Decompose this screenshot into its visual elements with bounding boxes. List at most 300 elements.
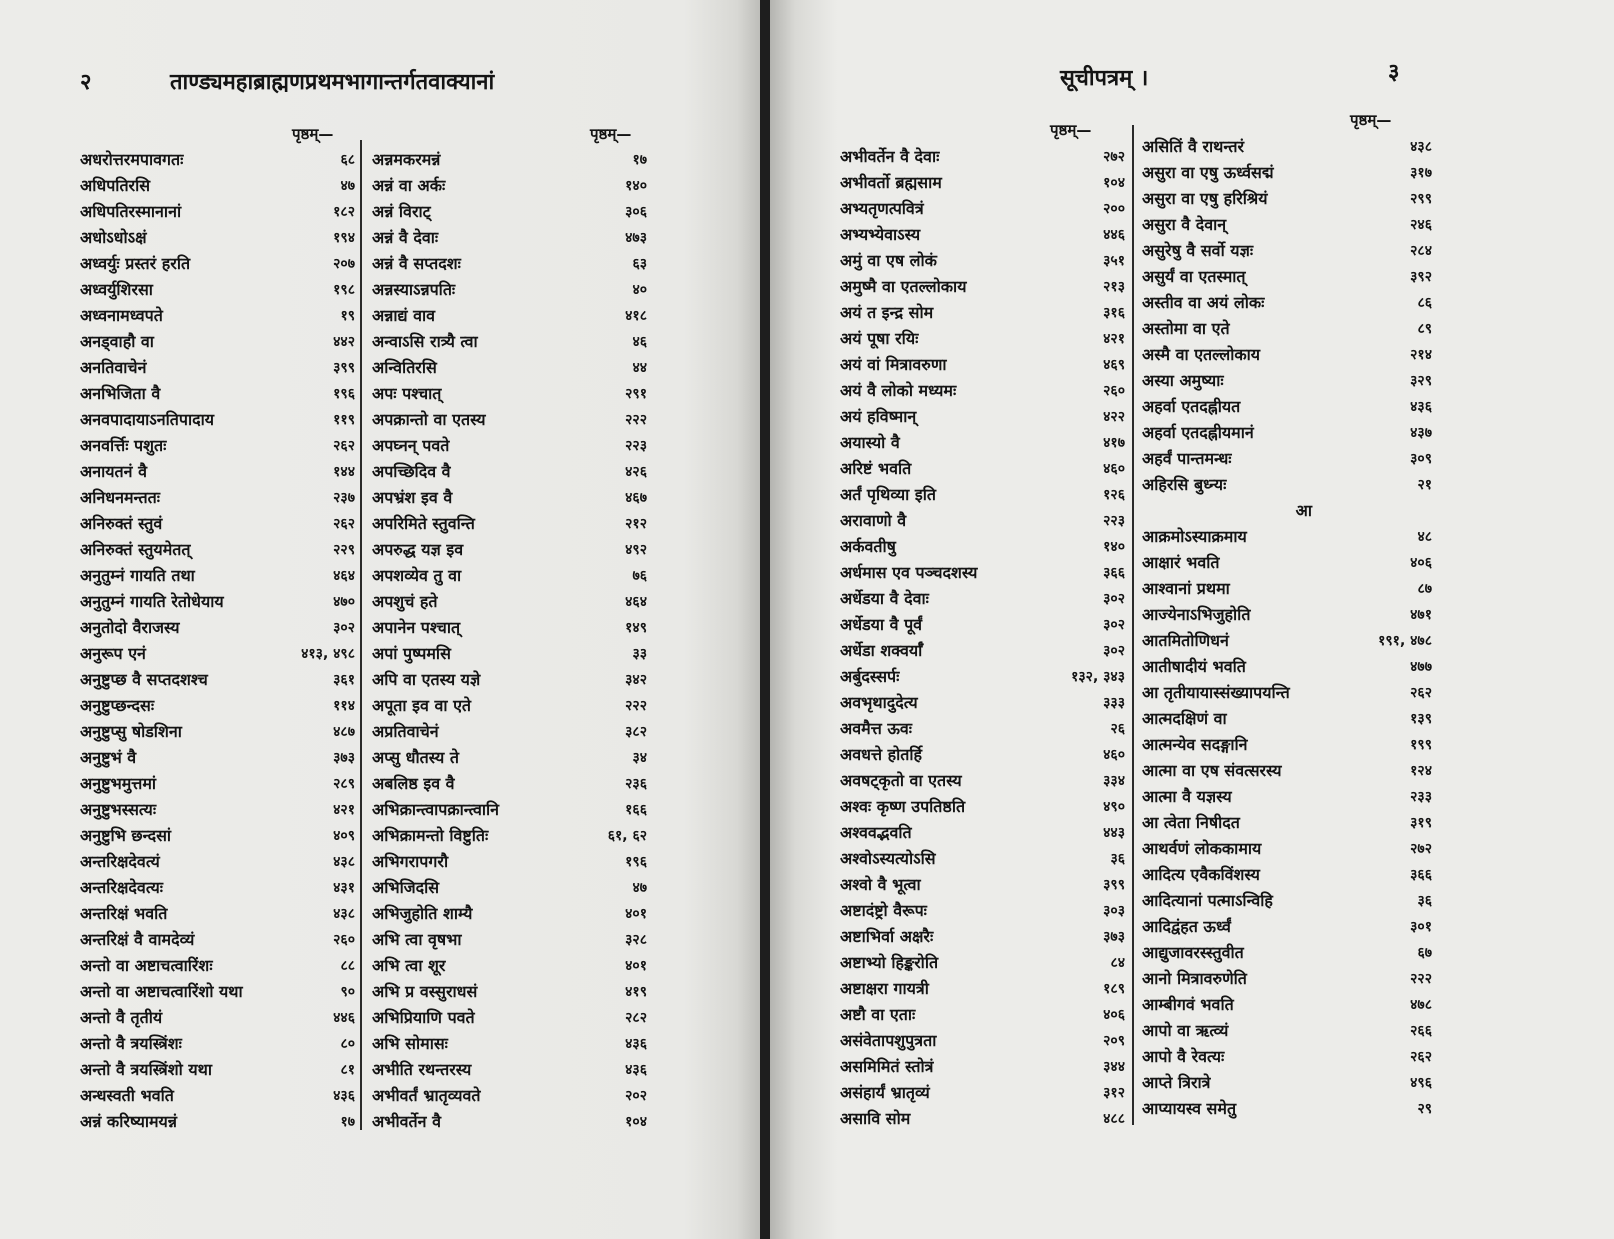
entry-page-ref: २०२	[625, 1088, 647, 1104]
index-entry	[1142, 732, 1432, 758]
entry-text: अस्तोमा वा एते	[1142, 319, 1230, 338]
entry-text: अप्सु धौतस्य ते	[372, 748, 459, 767]
entry-page-ref: २६	[1110, 721, 1125, 737]
index-entry	[1142, 966, 1432, 992]
entry-text: अष्टाभ्यो हिङ्करोति	[840, 953, 939, 972]
entry-page-ref: ३६	[1110, 851, 1125, 867]
index-entry	[372, 381, 647, 407]
entry-text: आथर्वणं लोककामाय	[1142, 839, 1262, 858]
entry-page-ref: २६२	[1410, 1049, 1432, 1065]
entry-text: आ त्वेता निषीदत	[1142, 813, 1240, 832]
index-entry	[80, 199, 355, 225]
index-entry	[840, 222, 1125, 248]
index-entry	[1142, 238, 1432, 264]
entry-text: अभि त्वा शूर	[372, 956, 446, 975]
index-entry	[840, 508, 1125, 534]
index-entry	[372, 901, 647, 927]
entry-text: आज्येनाऽभिजुहोति	[1142, 605, 1251, 624]
entry-page-ref: ३६६	[1103, 565, 1125, 581]
entry-page-ref: १०४	[625, 1114, 647, 1130]
entry-text: अप्रतिवाचेनं	[372, 722, 439, 741]
entry-text: अष्टाक्षरा गायत्री	[840, 979, 929, 998]
index-entry	[80, 589, 355, 615]
entry-page-ref: ८१	[340, 1062, 355, 1078]
entry-page-ref: ३७३	[333, 750, 355, 766]
entry-text: असितिं वै राथन्तरं	[1142, 137, 1244, 156]
index-entry	[840, 534, 1125, 560]
index-entry	[372, 1005, 647, 1031]
entry-page-ref: २९९	[1410, 191, 1432, 207]
entry-text: अवषट्कृतो वा एतस्य	[840, 771, 962, 790]
index-entry	[80, 719, 355, 745]
entry-page-ref: ३०६	[625, 204, 647, 220]
entry-text: अश्वो वै भूत्वा	[840, 875, 921, 894]
index-entry	[1142, 836, 1432, 862]
index-entry	[372, 849, 647, 875]
entry-text: अन्नस्याऽन्नपतिः	[372, 280, 456, 299]
entry-text: असुरा वै देवान्	[1142, 215, 1227, 234]
entry-page-ref: ४१३, ४९८	[301, 646, 355, 662]
entry-text: असावि सोम	[840, 1109, 911, 1128]
entry-text: अष्टादंष्ट्रो वैरूपः	[840, 901, 927, 920]
index-entry	[372, 927, 647, 953]
index-entry	[372, 199, 647, 225]
entry-page-ref: ४४३	[1103, 825, 1125, 841]
entry-text: आक्षारं भवति	[1142, 553, 1220, 572]
index-entry	[80, 1031, 355, 1057]
index-entry	[1142, 992, 1432, 1018]
entry-page-ref: ४३६	[625, 1036, 647, 1052]
index-entry	[372, 953, 647, 979]
entry-text: अन्तो वै तृतीयं	[80, 1008, 163, 1027]
index-entry	[372, 1057, 647, 1083]
index-entry	[372, 251, 647, 277]
index-entry	[80, 173, 355, 199]
section-letter	[1142, 498, 1432, 524]
entry-page-ref: ३०२	[1103, 617, 1125, 633]
entry-page-ref: ४१९	[625, 984, 647, 1000]
index-entry	[372, 875, 647, 901]
index-entry	[80, 901, 355, 927]
entry-text: अभीवर्तं भ्रातृव्यवते	[372, 1086, 481, 1105]
entry-page-ref: ४६४	[625, 594, 647, 610]
entry-page-ref: २२२	[625, 698, 647, 714]
index-entry	[372, 485, 647, 511]
index-entry	[1142, 394, 1432, 420]
index-entry	[80, 979, 355, 1005]
entry-page-ref: ४४	[632, 360, 647, 376]
entry-text: अर्तं पृथिव्या इति	[840, 485, 936, 504]
index-entry	[1142, 1070, 1432, 1096]
index-entry	[372, 459, 647, 485]
index-entry	[372, 537, 647, 563]
index-entry	[1142, 160, 1432, 186]
index-entry	[1142, 212, 1432, 238]
entry-page-ref: ३०२	[1103, 643, 1125, 659]
index-entry	[80, 953, 355, 979]
entry-page-ref: ३१७	[1410, 165, 1432, 181]
entry-text: अनुतुम्नं गायति तथा	[80, 566, 195, 585]
entry-text: अनुरूप एनं	[80, 644, 146, 663]
entry-page-ref: ४३६	[1410, 399, 1432, 415]
entry-text: अनुष्टुप्सु षोडशिना	[80, 722, 182, 741]
entry-text: अश्वः कृष्ण उपतिष्ठति	[840, 797, 966, 816]
entry-page-ref: ४७	[340, 178, 355, 194]
entry-page-ref: ४३८	[1410, 139, 1432, 155]
entry-text: आतमितोणिधनं	[1142, 631, 1229, 650]
entry-text: अयं वै लोको मध्यमः	[840, 381, 957, 400]
index-entry	[80, 615, 355, 641]
index-entry	[840, 1054, 1125, 1080]
entry-page-ref: ४७१	[1410, 607, 1432, 623]
book-spine	[760, 0, 770, 1239]
entry-text: अपि वा एतस्य यज्ञे	[372, 670, 481, 689]
index-entry	[372, 147, 647, 173]
entry-page-ref: १९८	[333, 282, 355, 298]
entry-text: अन्नं वा अर्कः	[372, 176, 446, 195]
entry-page-ref: २१२	[625, 516, 647, 532]
page-column-heading: पृष्ठम्—	[292, 125, 334, 143]
entry-page-ref: ४९०	[1103, 799, 1125, 815]
entry-text: असंहार्यं भ्रातृव्यं	[840, 1083, 930, 1102]
entry-text: अमुष्मै वा एतल्लोकाय	[840, 277, 967, 296]
entry-text: अनुतुम्नं गायति रेतोधेयाय	[80, 592, 224, 611]
entry-page-ref: ४९२	[625, 542, 647, 558]
entry-page-ref: ४४६	[1103, 227, 1125, 243]
entry-text: अभ्यभ्येवाऽस्य	[840, 225, 921, 244]
entry-text: अहर्वा एतदह्नीयमानं	[1142, 423, 1254, 442]
index-entry	[1142, 862, 1432, 888]
entry-page-ref: २४६	[1410, 217, 1432, 233]
entry-text: आद्युजावरस्स्तुवीत	[1142, 943, 1244, 962]
index-entry	[840, 846, 1125, 872]
entry-page-ref: २३६	[625, 776, 647, 792]
index-entry	[372, 433, 647, 459]
entry-text: अभि प्र वस्सुराधसं	[372, 982, 478, 1001]
entry-text: अनिधनमन्ततः	[80, 488, 160, 507]
index-entry	[840, 1106, 1125, 1132]
entry-text: अभि त्वा वृषभा	[372, 930, 462, 949]
entry-text: आम्बीगवं भवति	[1142, 995, 1234, 1014]
entry-text: अनवपादायाऽनतिपादाय	[80, 410, 215, 429]
entry-page-ref: ४१७	[1103, 435, 1125, 451]
entry-text: आत्मा वै यज्ञस्य	[1142, 787, 1232, 806]
entry-text: असुर्यं वा एतस्मात्	[1142, 267, 1246, 286]
index-entry	[372, 1031, 647, 1057]
page-column-heading: पृष्ठम्—	[1350, 111, 1392, 129]
entry-page-ref: ३५१	[1103, 253, 1125, 269]
entry-page-ref: ७६	[632, 568, 647, 584]
entry-page-ref: ४०१	[625, 958, 647, 974]
entry-page-ref: ८४	[1110, 955, 1125, 971]
entry-page-ref: ३१२	[1103, 1085, 1125, 1101]
entry-page-ref: ३०९	[1410, 451, 1432, 467]
entry-text: अध्वर्युः प्रस्तरं हरति	[80, 254, 191, 273]
index-entry	[80, 381, 355, 407]
entry-page-ref: १४४	[333, 464, 355, 480]
entry-text: आत्मा वा एष संवत्सरस्य	[1142, 761, 1282, 780]
entry-page-ref: २६२	[1410, 685, 1432, 701]
index-entry	[840, 326, 1125, 352]
entry-page-ref: ४२२	[1103, 409, 1125, 425]
entry-page-ref: २६२	[333, 438, 355, 454]
entry-text: अनुष्टुभमुत्तमां	[80, 774, 157, 793]
entry-text: अस्या अमुष्याः	[1142, 371, 1224, 390]
index-entry	[840, 664, 1125, 690]
entry-page-ref: १४०	[625, 178, 647, 194]
entry-page-ref: ४२१	[333, 802, 355, 818]
index-entry	[1142, 472, 1432, 498]
entry-page-ref: ४०	[632, 282, 647, 298]
entry-text: आनो मित्रावरुणेति	[1142, 969, 1247, 988]
index-entry	[372, 563, 647, 589]
entry-text: अन्तो वै त्रयस्त्रिंशः	[80, 1034, 182, 1053]
entry-page-ref: २६२	[333, 516, 355, 532]
entry-text: अन्तो वा अष्टाचत्वारिंशः	[80, 956, 213, 975]
entry-page-ref: ८७	[1417, 581, 1432, 597]
index-entry	[372, 173, 647, 199]
entry-text: अयास्यो वै	[840, 433, 900, 452]
entry-page-ref: ६७	[1417, 945, 1432, 961]
entry-page-ref: २२३	[625, 438, 647, 454]
index-entry	[840, 404, 1125, 430]
entry-text: आक्रमोऽस्याक्रमाय	[1142, 527, 1247, 546]
index-entry	[372, 979, 647, 1005]
entry-text: अनुतोदो वैराजस्य	[80, 618, 180, 637]
entry-text: अपशुचं हते	[372, 592, 438, 611]
entry-text: अवभृथादुदेत्य	[840, 693, 918, 712]
entry-text: आप्ते त्रिरात्रे	[1142, 1073, 1211, 1092]
entry-text: अन्धस्वती भवति	[80, 1086, 174, 1105]
entry-page-ref: २३७	[333, 490, 355, 506]
index-entry	[1142, 550, 1432, 576]
entry-text: अन्नाद्यं वाव	[372, 306, 436, 325]
entry-page-ref: ६३	[632, 256, 647, 272]
entry-text: अभिप्रियाणि पवते	[372, 1008, 475, 1027]
index-entry	[1142, 680, 1432, 706]
entry-page-ref: ३७३	[1103, 929, 1125, 945]
page-column-heading: पृष्ठम्—	[1050, 121, 1092, 139]
index-entry	[1142, 524, 1432, 550]
entry-text: अर्धेडया वै देवाः	[840, 589, 929, 608]
index-entry	[80, 355, 355, 381]
entry-page-ref: २१४	[1410, 347, 1432, 363]
entry-page-ref: २९	[1417, 1101, 1432, 1117]
index-entry	[1142, 706, 1432, 732]
entry-text: अभिक्रामन्तो विष्टुतिः	[372, 826, 489, 845]
entry-page-ref: १९६	[333, 386, 355, 402]
entry-page-ref: २७२	[1410, 841, 1432, 857]
index-entry	[372, 693, 647, 719]
index-entry	[840, 638, 1125, 664]
index-entry	[372, 511, 647, 537]
entry-page-ref: ४२६	[625, 464, 647, 480]
index-entry	[372, 823, 647, 849]
entry-text: अबलिष्ठ इव वै	[372, 774, 455, 793]
entry-page-ref: ३९९	[333, 360, 355, 376]
entry-text: अभीवर्तेन वै	[372, 1112, 441, 1131]
entry-text: अपानेन पश्चात्	[372, 618, 461, 637]
index-entry	[80, 147, 355, 173]
index-entry	[840, 898, 1125, 924]
entry-page-ref: ३४	[632, 750, 647, 766]
index-entry	[372, 329, 647, 355]
index-entry	[80, 1005, 355, 1031]
entry-text: आतीषादीयं भवति	[1142, 657, 1246, 676]
entry-page-ref: १२४	[1410, 763, 1432, 779]
entry-page-ref: ४०९	[333, 828, 355, 844]
index-entry	[1142, 654, 1432, 680]
index-entry	[372, 615, 647, 641]
entry-page-ref: ३६१	[333, 672, 355, 688]
index-entry	[840, 1028, 1125, 1054]
entry-page-ref: १२६	[1103, 487, 1125, 503]
entry-page-ref: १९४	[333, 230, 355, 246]
entry-text: अपशव्येव तु वा	[372, 566, 462, 585]
entry-text: अमुं वा एष लोकं	[840, 251, 937, 270]
entry-text: आश्वानां प्रथमा	[1142, 579, 1230, 598]
index-entry	[372, 303, 647, 329]
index-entry	[840, 924, 1125, 950]
index-entry	[1142, 602, 1432, 628]
index-entry	[80, 537, 355, 563]
entry-text: असमिमितं स्तोत्रं	[840, 1057, 934, 1076]
index-entry	[1142, 290, 1432, 316]
index-entry	[80, 875, 355, 901]
entry-text: अनुष्टुभस्सत्यः	[80, 800, 157, 819]
index-entry	[80, 1083, 355, 1109]
entry-text: आपो वै रेवत्यः	[1142, 1047, 1225, 1066]
entry-page-ref: १९६	[625, 854, 647, 870]
entry-page-ref: १४०	[1103, 539, 1125, 555]
entry-text: अभिजिदसि	[372, 878, 440, 897]
index-entry	[1142, 368, 1432, 394]
index-entry	[80, 771, 355, 797]
index-entry	[840, 794, 1125, 820]
entry-page-ref: १०४	[1103, 175, 1125, 191]
entry-text: अन्नं विराट्	[372, 202, 431, 221]
index-entry	[372, 225, 647, 251]
entry-page-ref: ८६	[1417, 295, 1432, 311]
entry-page-ref: ३१९	[1410, 815, 1432, 831]
entry-page-ref: ४८७	[333, 724, 355, 740]
entry-text: अस्मै वा एतल्लोकाय	[1142, 345, 1261, 364]
entry-text: अधोऽधोऽक्षं	[80, 228, 147, 247]
index-entry	[840, 274, 1125, 300]
entry-page-ref: ४३६	[625, 1062, 647, 1078]
index-entry	[80, 329, 355, 355]
index-entry	[1142, 316, 1432, 342]
entry-page-ref: ११९	[333, 412, 355, 428]
entry-text: अन्नमकरमन्नं	[372, 150, 441, 169]
entry-page-ref: ३०२	[333, 620, 355, 636]
index-entry	[840, 716, 1125, 742]
entry-page-ref: ४१८	[625, 308, 647, 324]
entry-text: आत्मदक्षिणं वा	[1142, 709, 1227, 728]
index-entry	[840, 612, 1125, 638]
index-entry	[1142, 810, 1432, 836]
entry-text: अनिरुक्तं स्तुयमेतत्	[80, 540, 191, 559]
entry-page-ref: ३९९	[1103, 877, 1125, 893]
entry-page-ref: १३९	[1410, 711, 1432, 727]
entry-text: अनुष्टुभं वै	[80, 748, 137, 767]
index-entry	[80, 667, 355, 693]
index-entry	[840, 872, 1125, 898]
entry-page-ref: २६६	[1410, 1023, 1432, 1039]
entry-page-ref: ४८८	[1103, 1111, 1125, 1127]
entry-text: अन्तो वै त्रयस्त्रिंशो यथा	[80, 1060, 213, 1079]
index-entry	[1142, 134, 1432, 160]
entry-page-ref: ११४	[333, 698, 355, 714]
right-page	[770, 0, 1614, 1239]
entry-page-ref: १९९	[1410, 737, 1432, 753]
entry-page-ref: ४०६	[1410, 555, 1432, 571]
index-entry	[1142, 420, 1432, 446]
entry-page-ref: २२३	[1103, 513, 1125, 529]
entry-text: अरिष्टं भवति	[840, 459, 912, 478]
entry-page-ref: १७	[340, 1114, 355, 1130]
index-entry	[840, 976, 1125, 1002]
entry-text: अपघ्नन् पवते	[372, 436, 450, 455]
entry-page-ref: ४३१	[333, 880, 355, 896]
page-column-heading: पृष्ठम्—	[590, 125, 632, 143]
entry-text: अर्धमास एव पञ्चदशस्य	[840, 563, 978, 582]
entry-text: अनभिजिता वै	[80, 384, 161, 403]
index-entry	[840, 196, 1125, 222]
index-entry	[372, 719, 647, 745]
entry-text: अनतिवाचेनं	[80, 358, 147, 377]
entry-page-ref: ४७०	[333, 594, 355, 610]
entry-text: अपरुद्ध यज्ञ इव	[372, 540, 464, 559]
page-number: २	[80, 70, 92, 95]
entry-text: अपच्छिदिव वै	[372, 462, 451, 481]
entry-text: अनुष्टुभि छन्दसां	[80, 826, 172, 845]
section-letter-text: आ	[1295, 501, 1312, 520]
entry-text: अनवर्त्तिः पशुतः	[80, 436, 167, 455]
index-entry	[80, 1057, 355, 1083]
entry-page-ref: १८२	[333, 204, 355, 220]
index-entry	[80, 225, 355, 251]
entry-text: अधरोत्तरमपावगतः	[80, 150, 184, 169]
index-entry	[80, 407, 355, 433]
entry-text: अन्वितिरसि	[372, 358, 437, 377]
entry-page-ref: २९१	[625, 386, 647, 402]
index-entry	[1142, 784, 1432, 810]
entry-text: अन्नं वै देवाः	[372, 228, 439, 247]
entry-page-ref: २६०	[1103, 383, 1125, 399]
index-entry	[372, 407, 647, 433]
entry-page-ref: ३८२	[625, 724, 647, 740]
entry-page-ref: २००	[1103, 201, 1125, 217]
index-entry	[372, 589, 647, 615]
entry-text: अहिरसि बुध्न्यः	[1142, 475, 1227, 494]
entry-text: असुरा वा एषु हरिश्रियं	[1142, 189, 1268, 208]
entry-page-ref: ४६४	[333, 568, 355, 584]
entry-page-ref: ३४४	[1103, 1059, 1125, 1075]
index-entry	[840, 1002, 1125, 1028]
entry-text: अन्नं वै सप्तदशः	[372, 254, 461, 273]
entry-text: अभीवर्तेन वै देवाः	[840, 147, 940, 166]
entry-page-ref: २७२	[1103, 149, 1125, 165]
entry-text: अपक्रान्तो वा एतस्य	[372, 410, 486, 429]
entry-text: अयं हविष्मान्	[840, 407, 917, 426]
entry-page-ref: ४७	[632, 880, 647, 896]
entry-page-ref: ४७७	[1410, 659, 1432, 675]
entry-text: अनुष्टुप्छ वै सप्तदशश्च	[80, 670, 208, 689]
entry-page-ref: २२२	[1410, 971, 1432, 987]
index-entry	[80, 433, 355, 459]
index-entry	[80, 849, 355, 875]
